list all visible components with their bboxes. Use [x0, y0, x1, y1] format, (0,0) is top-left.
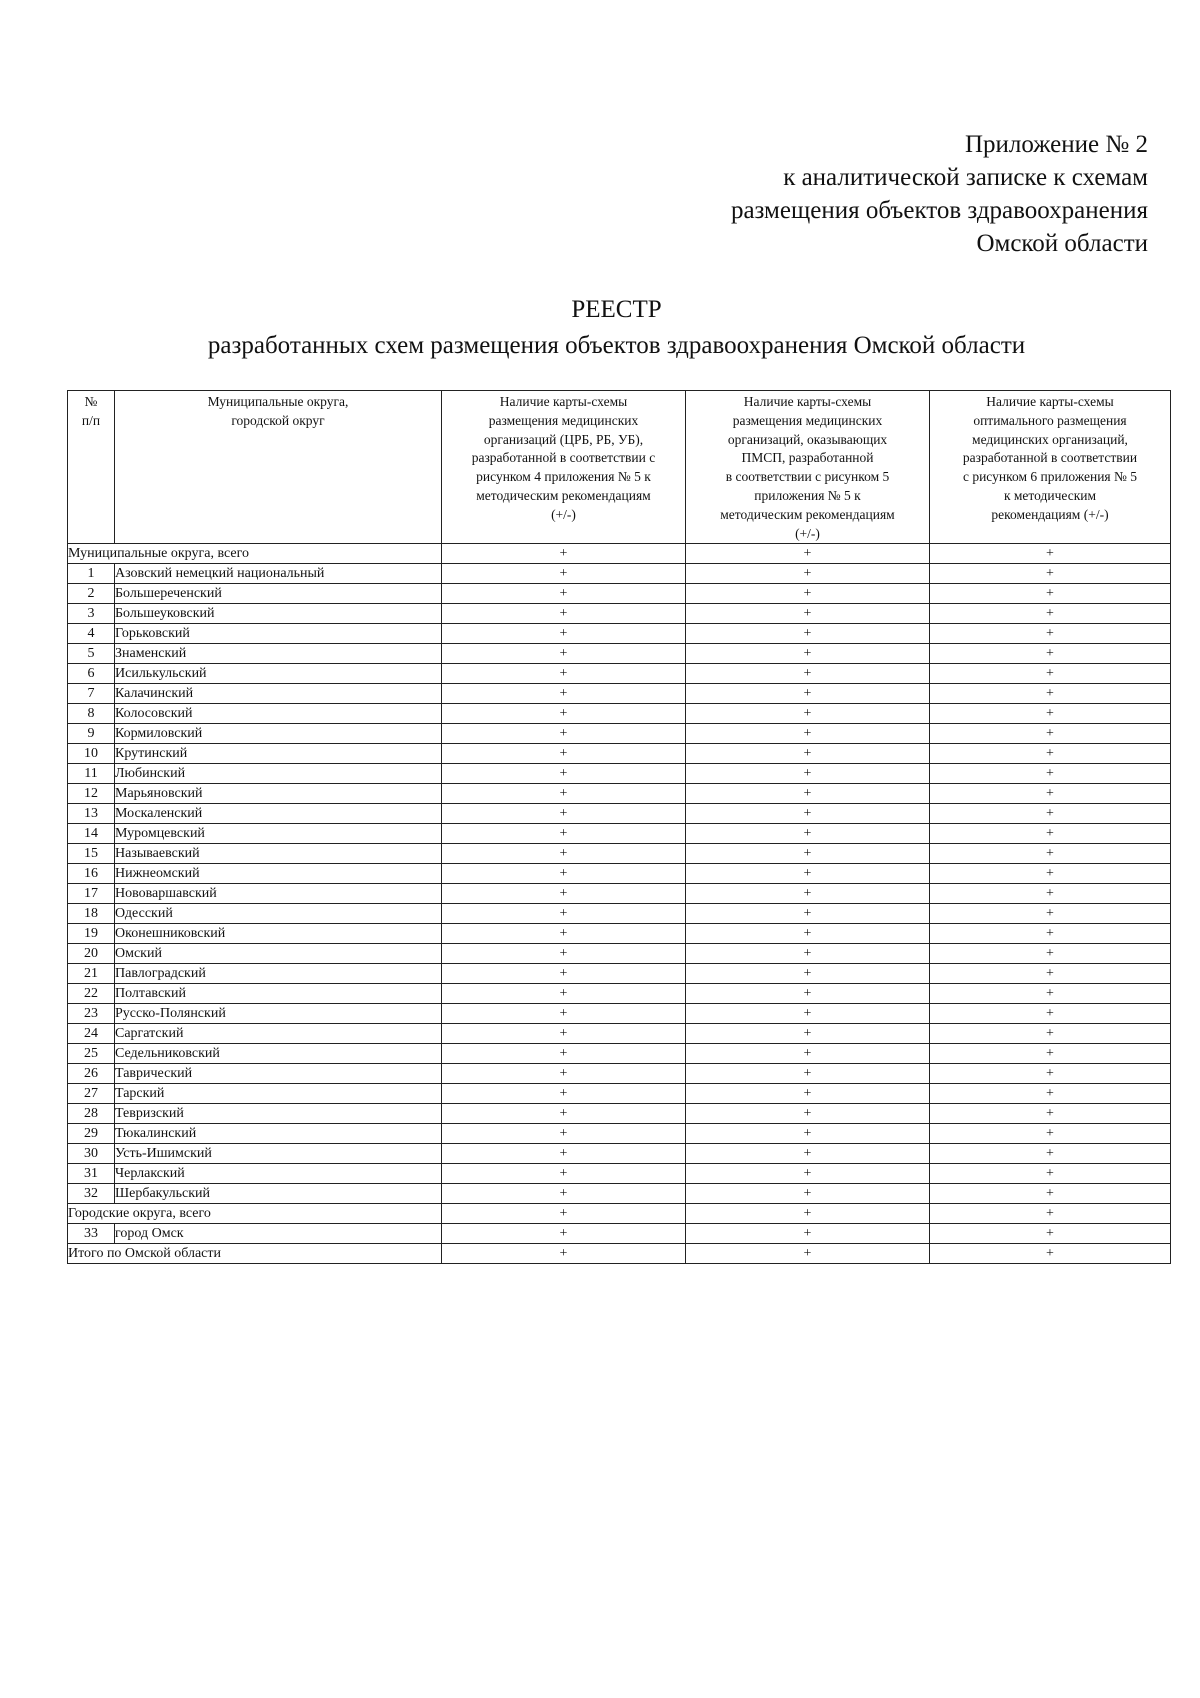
- district-name: Одесский: [115, 904, 442, 924]
- district-name: Азовский немецкий национальный: [115, 564, 442, 584]
- availability-mark: +: [686, 664, 930, 684]
- table-row: [68, 1044, 1171, 1064]
- row-number: 31: [68, 1164, 115, 1184]
- district-name: Калачинский: [115, 684, 442, 704]
- registry-table: [67, 390, 1171, 1264]
- availability-mark: +: [442, 644, 686, 664]
- availability-mark: +: [442, 1204, 686, 1224]
- availability-mark: +: [930, 844, 1171, 864]
- appendix-line: размещения объектов здравоохранения: [730, 197, 1148, 224]
- district-name: Муромцевский: [115, 824, 442, 844]
- district-name: Крутинский: [115, 744, 442, 764]
- availability-mark: +: [442, 584, 686, 604]
- availability-mark: +: [442, 1064, 686, 1084]
- district-name: Омский: [115, 944, 442, 964]
- table-row: [68, 904, 1171, 924]
- row-number: 18: [68, 904, 115, 924]
- row-number: 22: [68, 984, 115, 1004]
- table-row: [68, 804, 1171, 824]
- availability-mark: +: [442, 624, 686, 644]
- availability-mark: +: [686, 1124, 930, 1144]
- availability-mark: +: [442, 824, 686, 844]
- availability-mark: +: [930, 864, 1171, 884]
- availability-mark: +: [686, 964, 930, 984]
- availability-mark: +: [930, 604, 1171, 624]
- row-number: 5: [68, 644, 115, 664]
- availability-mark: +: [442, 1024, 686, 1044]
- row-number: 8: [68, 704, 115, 724]
- header-col3: [930, 391, 1171, 544]
- district-name: Колосовский: [115, 704, 442, 724]
- header-num-text: № п/п: [81, 394, 101, 428]
- district-name: Любинский: [115, 764, 442, 784]
- table-row: [68, 784, 1171, 804]
- availability-mark: +: [442, 944, 686, 964]
- availability-mark: +: [442, 564, 686, 584]
- availability-mark: +: [930, 824, 1171, 844]
- availability-mark: +: [442, 1084, 686, 1104]
- availability-mark: +: [686, 1204, 930, 1224]
- group-label: Муниципальные округа, всего: [68, 544, 442, 564]
- availability-mark: +: [686, 704, 930, 724]
- row-number: 1: [68, 564, 115, 584]
- availability-mark: +: [930, 564, 1171, 584]
- availability-mark: +: [442, 1164, 686, 1184]
- table-row: [68, 1124, 1171, 1144]
- district-name: Большеуковский: [115, 604, 442, 624]
- availability-mark: +: [686, 744, 930, 764]
- availability-mark: +: [930, 704, 1171, 724]
- header-row: [68, 391, 1171, 544]
- district-name: Полтавский: [115, 984, 442, 1004]
- district-name: Называевский: [115, 844, 442, 864]
- district-name: Нижнеомский: [115, 864, 442, 884]
- row-number: 3: [68, 604, 115, 624]
- district-name: Кормиловский: [115, 724, 442, 744]
- table-row: [68, 764, 1171, 784]
- availability-mark: +: [442, 544, 686, 564]
- table-row: [68, 624, 1171, 644]
- header-col2-text: Наличие карты-схемы размещения медицинских организаций, оказывающих ПМСП, разработанной в соответствии с рисунком 5 приложения № 5 к методическим рекомендациям (+/-): [720, 394, 895, 541]
- availability-mark: +: [442, 704, 686, 724]
- district-name: Исилькульский: [115, 664, 442, 684]
- row-number: 2: [68, 584, 115, 604]
- table-row: [68, 644, 1171, 664]
- availability-mark: +: [930, 1044, 1171, 1064]
- table-row: [68, 924, 1171, 944]
- row-number: 6: [68, 664, 115, 684]
- header-num: [68, 391, 115, 544]
- district-name: Усть-Ишимский: [115, 1144, 442, 1164]
- availability-mark: +: [930, 744, 1171, 764]
- row-number: 28: [68, 1104, 115, 1124]
- table-row: [68, 704, 1171, 724]
- row-number: 10: [68, 744, 115, 764]
- row-number: 32: [68, 1184, 115, 1204]
- availability-mark: +: [442, 984, 686, 1004]
- table-row: [68, 664, 1171, 684]
- availability-mark: +: [442, 964, 686, 984]
- availability-mark: +: [686, 604, 930, 624]
- group-label: Городские округа, всего: [68, 1204, 442, 1224]
- appendix-line: Приложение № 2: [964, 131, 1148, 158]
- table-row: [68, 824, 1171, 844]
- availability-mark: +: [442, 844, 686, 864]
- row-number: 30: [68, 1144, 115, 1164]
- row-number: 21: [68, 964, 115, 984]
- row-number: 4: [68, 624, 115, 644]
- table-row: [68, 1164, 1171, 1184]
- row-number: 29: [68, 1124, 115, 1144]
- availability-mark: +: [930, 784, 1171, 804]
- availability-mark: +: [686, 1084, 930, 1104]
- availability-mark: +: [930, 1244, 1171, 1264]
- availability-mark: +: [686, 1144, 930, 1164]
- district-name: Знаменский: [115, 644, 442, 664]
- appendix-line: к аналитической записке к схемам: [783, 164, 1148, 191]
- availability-mark: +: [930, 1144, 1171, 1164]
- availability-mark: +: [442, 1184, 686, 1204]
- district-name: Большереченский: [115, 584, 442, 604]
- table-row: [68, 1024, 1171, 1044]
- availability-mark: +: [930, 1084, 1171, 1104]
- table-row: [68, 864, 1171, 884]
- row-number: 7: [68, 684, 115, 704]
- availability-mark: +: [686, 644, 930, 664]
- district-name: Тевризский: [115, 1104, 442, 1124]
- availability-mark: +: [930, 924, 1171, 944]
- availability-mark: +: [442, 684, 686, 704]
- row-number: 19: [68, 924, 115, 944]
- row-number: 20: [68, 944, 115, 964]
- district-name: Таврический: [115, 1064, 442, 1084]
- availability-mark: +: [930, 1104, 1171, 1124]
- row-number: 9: [68, 724, 115, 744]
- table-row: [68, 584, 1171, 604]
- availability-mark: +: [686, 684, 930, 704]
- table-row: [68, 724, 1171, 744]
- header-col1: [442, 391, 686, 544]
- availability-mark: +: [442, 784, 686, 804]
- availability-mark: +: [686, 1044, 930, 1064]
- availability-mark: +: [442, 1104, 686, 1124]
- availability-mark: +: [930, 1184, 1171, 1204]
- availability-mark: +: [686, 1004, 930, 1024]
- table-row: [68, 1144, 1171, 1164]
- availability-mark: +: [930, 1064, 1171, 1084]
- availability-mark: +: [442, 884, 686, 904]
- availability-mark: +: [930, 1164, 1171, 1184]
- availability-mark: +: [442, 764, 686, 784]
- table-body: [68, 544, 1171, 1264]
- district-name: Оконешниковский: [115, 924, 442, 944]
- district-name: город Омск: [115, 1224, 442, 1244]
- header-col2: [686, 391, 930, 544]
- row-number: 16: [68, 864, 115, 884]
- availability-mark: +: [686, 824, 930, 844]
- availability-mark: +: [930, 1224, 1171, 1244]
- table-row: [68, 564, 1171, 584]
- row-number: 11: [68, 764, 115, 784]
- availability-mark: +: [686, 544, 930, 564]
- availability-mark: +: [930, 804, 1171, 824]
- availability-mark: +: [686, 804, 930, 824]
- availability-mark: +: [930, 1004, 1171, 1024]
- header-name: [115, 391, 442, 544]
- table-row: [68, 1224, 1171, 1244]
- header-col1-text: Наличие карты-схемы размещения медицинских организаций (ЦРБ, РБ, УБ), разработанной в соответствии с рисунком 4 приложения № 5 к методическим рекомендациям (+/-): [471, 394, 656, 522]
- table-row: [68, 1204, 1171, 1224]
- availability-mark: +: [686, 844, 930, 864]
- availability-mark: +: [930, 1204, 1171, 1224]
- availability-mark: +: [442, 724, 686, 744]
- header-col3-text: Наличие карты-схемы оптимального размещения медицинских организаций, разработанной в соответствии с рисунком 6 приложения № 5 к методическим рекомендациям (+/-): [962, 394, 1138, 522]
- availability-mark: +: [442, 924, 686, 944]
- availability-mark: +: [686, 864, 930, 884]
- district-name: Павлоградский: [115, 964, 442, 984]
- availability-mark: +: [930, 1124, 1171, 1144]
- availability-mark: +: [686, 1184, 930, 1204]
- header-name-text: Муниципальные округа, городской округ: [207, 394, 349, 428]
- table-row: [68, 1104, 1171, 1124]
- district-name: Горьковский: [115, 624, 442, 644]
- table-row: [68, 744, 1171, 764]
- table-row: [68, 844, 1171, 864]
- district-name: Марьяновский: [115, 784, 442, 804]
- availability-mark: +: [930, 904, 1171, 924]
- availability-mark: +: [930, 944, 1171, 964]
- district-name: Седельниковский: [115, 1044, 442, 1064]
- availability-mark: +: [686, 944, 930, 964]
- availability-mark: +: [442, 804, 686, 824]
- district-name: Шербакульский: [115, 1184, 442, 1204]
- availability-mark: +: [930, 884, 1171, 904]
- appendix-note: [731, 128, 1148, 260]
- availability-mark: +: [930, 664, 1171, 684]
- district-name: Тюкалинский: [115, 1124, 442, 1144]
- availability-mark: +: [686, 924, 930, 944]
- row-number: 17: [68, 884, 115, 904]
- district-name: Москаленский: [115, 804, 442, 824]
- table-row: [68, 1184, 1171, 1204]
- availability-mark: +: [686, 1224, 930, 1244]
- row-number: 14: [68, 824, 115, 844]
- availability-mark: +: [442, 1124, 686, 1144]
- availability-mark: +: [930, 764, 1171, 784]
- table-row: [68, 1004, 1171, 1024]
- availability-mark: +: [442, 1244, 686, 1264]
- table-row: [68, 544, 1171, 564]
- district-name: Нововаршавский: [115, 884, 442, 904]
- availability-mark: +: [930, 724, 1171, 744]
- row-number: 13: [68, 804, 115, 824]
- appendix-line: Омской области: [976, 230, 1148, 257]
- availability-mark: +: [442, 1224, 686, 1244]
- document-heading: [0, 293, 1200, 362]
- availability-mark: +: [930, 984, 1171, 1004]
- table-row: [68, 984, 1171, 1004]
- availability-mark: +: [442, 1004, 686, 1024]
- table-row: [68, 684, 1171, 704]
- availability-mark: +: [686, 884, 930, 904]
- row-number: 25: [68, 1044, 115, 1064]
- availability-mark: +: [442, 904, 686, 924]
- availability-mark: +: [442, 1144, 686, 1164]
- table-row: [68, 1064, 1171, 1084]
- district-name: Тарский: [115, 1084, 442, 1104]
- availability-mark: +: [442, 864, 686, 884]
- availability-mark: +: [442, 604, 686, 624]
- availability-mark: +: [930, 964, 1171, 984]
- availability-mark: +: [930, 624, 1171, 644]
- row-number: 26: [68, 1064, 115, 1084]
- availability-mark: +: [686, 1104, 930, 1124]
- availability-mark: +: [686, 724, 930, 744]
- table-row: [68, 1244, 1171, 1264]
- availability-mark: +: [442, 1044, 686, 1064]
- availability-mark: +: [686, 784, 930, 804]
- row-number: 23: [68, 1004, 115, 1024]
- document-title: РЕЕСТР: [571, 296, 662, 323]
- row-number: 27: [68, 1084, 115, 1104]
- availability-mark: +: [686, 904, 930, 924]
- availability-mark: +: [686, 624, 930, 644]
- availability-mark: +: [930, 544, 1171, 564]
- row-number: 12: [68, 784, 115, 804]
- table-row: [68, 1084, 1171, 1104]
- availability-mark: +: [930, 644, 1171, 664]
- group-label: Итого по Омской области: [68, 1244, 442, 1264]
- availability-mark: +: [442, 664, 686, 684]
- table-row: [68, 964, 1171, 984]
- availability-mark: +: [930, 1024, 1171, 1044]
- availability-mark: +: [686, 984, 930, 1004]
- availability-mark: +: [686, 1064, 930, 1084]
- availability-mark: +: [686, 564, 930, 584]
- row-number: 33: [68, 1224, 115, 1244]
- document-subtitle: разработанных схем размещения объектов здравоохранения Омской области: [207, 332, 1026, 359]
- row-number: 24: [68, 1024, 115, 1044]
- district-name: Черлакский: [115, 1164, 442, 1184]
- district-name: Саргатский: [115, 1024, 442, 1044]
- table-row: [68, 884, 1171, 904]
- row-number: 15: [68, 844, 115, 864]
- availability-mark: +: [686, 1024, 930, 1044]
- availability-mark: +: [686, 764, 930, 784]
- availability-mark: +: [930, 684, 1171, 704]
- availability-mark: +: [686, 1244, 930, 1264]
- availability-mark: +: [930, 584, 1171, 604]
- availability-mark: +: [686, 584, 930, 604]
- district-name: Русско-Полянский: [115, 1004, 442, 1024]
- table-row: [68, 604, 1171, 624]
- table-row: [68, 944, 1171, 964]
- availability-mark: +: [442, 744, 686, 764]
- availability-mark: +: [686, 1164, 930, 1184]
